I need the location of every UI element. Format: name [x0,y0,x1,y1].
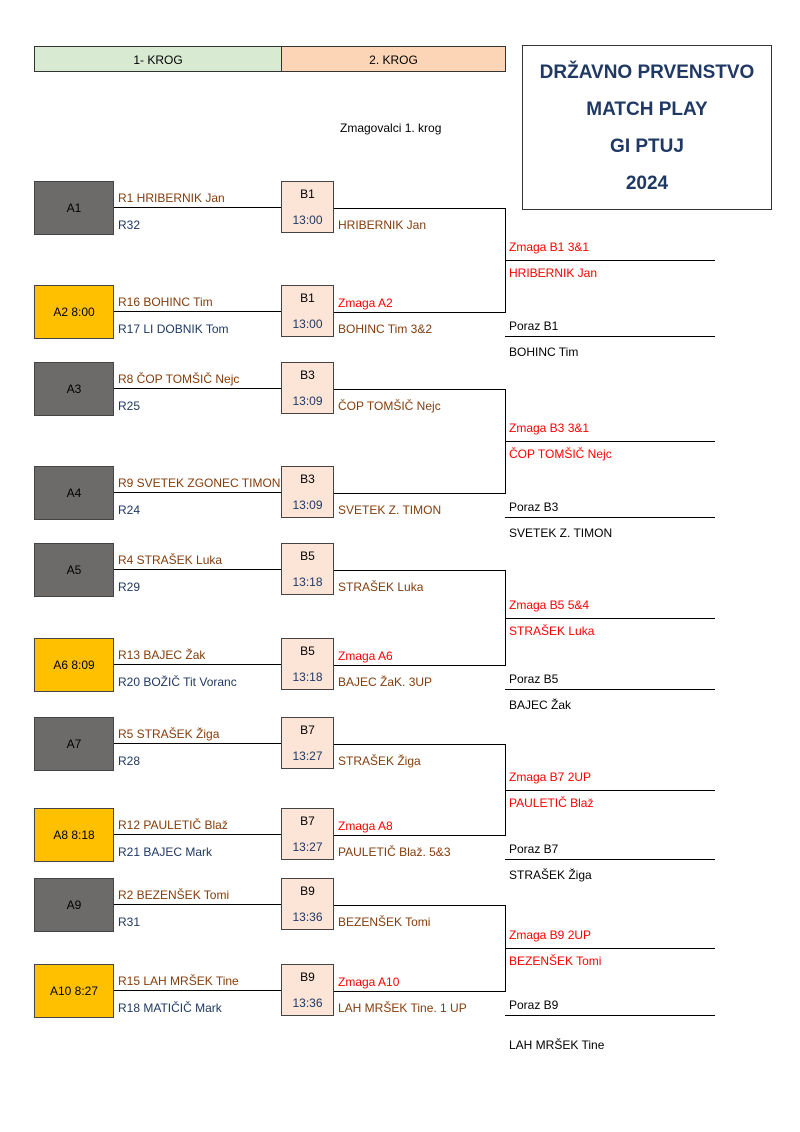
pair-line-top [334,744,506,745]
result-zmaga-label: Zmaga B9 2UP [509,928,592,942]
match-top-player: R15 LAH MRŠEK Tine [118,974,239,988]
match-top-player: R4 STRAŠEK Luka [118,553,223,567]
match-b-box [281,964,334,1016]
result-poraz-line [505,336,715,337]
result-winner-line [505,260,715,261]
result-winner-name: BEZENŠEK Tomi [509,954,602,968]
b-box-time: 13:09 [292,394,323,408]
match-connector-line [114,207,282,208]
b-box-time: 13:36 [292,996,323,1010]
match-bottom-player: R28 [118,754,141,768]
match-connector-line [114,904,282,905]
b-box-time: 13:09 [292,498,323,512]
match-zmaga-label: Zmaga A2 [338,296,393,310]
match-b-box [281,808,334,860]
result-zmaga-label: Zmaga B5 5&4 [509,598,590,612]
b-box-time: 13:18 [292,575,323,589]
match-connector-line [114,569,282,570]
round2-header: 2. KROG [281,46,506,72]
pair-line-bottom [334,312,506,313]
match-winner: STRAŠEK Žiga [338,754,421,768]
b-box-label: B9 [300,970,315,984]
match-connector-line [114,990,282,991]
result-loser-name: SVETEK Z. TIMON [509,526,613,540]
match-top-player: R16 BOHINC Tim [118,295,213,309]
match-a-box: A9 [34,878,114,932]
result-poraz-line [505,1015,715,1016]
match-zmaga-label: Zmaga A8 [338,819,393,833]
pair-line-top [334,389,506,390]
b-box-time: 13:27 [292,840,323,854]
b-box-label: B3 [300,368,315,382]
b-box-label: B7 [300,723,315,737]
b-box-label: B1 [300,187,315,201]
result-winner-line [505,790,715,791]
match-a-box: A3 [34,362,114,416]
result-poraz-label: Poraz B5 [509,672,559,686]
match-top-player: R5 STRAŠEK Žiga [118,727,220,741]
title-line-4: 2024 [625,173,669,194]
result-winner-name: PAULETIČ Blaž [509,796,594,810]
match-a-box: A1 [34,181,114,235]
match-winner: BOHINC Tim 3&2 [338,322,433,336]
match-connector-line [114,834,282,835]
match-b-box [281,543,334,595]
result-loser-name: STRAŠEK Žiga [509,868,592,882]
result-poraz-line [505,859,715,860]
pair-line-top [334,570,506,571]
match-b-box [281,466,334,518]
round1-header: 1- KROG [34,46,282,72]
match-b-box [281,717,334,769]
match-bottom-player: R21 BAJEC Mark [118,845,213,859]
match-winner: STRAŠEK Luka [338,580,424,594]
b-box-time: 13:00 [292,317,323,331]
match-bottom-player: R29 [118,580,141,594]
result-winner-name: STRAŠEK Luka [509,624,595,638]
match-bottom-player: R32 [118,218,141,232]
match-b-box [281,285,334,337]
match-top-player: R9 SVETEK ZGONEC TIMON [118,476,281,490]
result-zmaga-label: Zmaga B1 3&1 [509,240,590,254]
match-a-box: A5 [34,543,114,597]
match-connector-line [114,664,282,665]
match-a-box: A10 8:27 [34,964,114,1018]
match-bottom-player: R17 LI DOBNIK Tom [118,322,229,336]
b-box-time: 13:27 [292,749,323,763]
subtitle: Zmagovalci 1. krog [340,121,442,135]
result-loser-name: BOHINC Tim [509,345,579,359]
match-top-player: R12 PAULETIČ Blaž [118,818,228,832]
b-box-label: B5 [300,644,315,658]
match-zmaga-label: Zmaga A10 [338,975,400,989]
b-box-label: B9 [300,884,315,898]
result-poraz-label: Poraz B7 [509,842,559,856]
match-winner: ČOP TOMŠIČ Nejc [338,399,441,413]
match-bottom-player: R24 [118,503,141,517]
result-loser-name: BAJEC Žak [509,698,572,712]
match-winner: BEZENŠEK Tomi [338,915,431,929]
match-connector-line [114,311,282,312]
pair-line-bottom [334,665,506,666]
match-zmaga-label: Zmaga A6 [338,649,393,663]
result-winner-line [505,441,715,442]
result-winner-line [505,948,715,949]
match-winner: LAH MRŠEK Tine. 1 UP [338,1001,467,1015]
match-bottom-player: R31 [118,915,141,929]
result-poraz-line [505,517,715,518]
pair-line-bottom [334,493,506,494]
match-a-box: A2 8:00 [34,285,114,339]
result-winner-name: HRIBERNIK Jan [509,266,598,280]
b-box-time: 13:36 [292,910,323,924]
b-box-label: B3 [300,472,315,486]
match-top-player: R2 BEZENŠEK Tomi [118,888,230,902]
result-poraz-label: Poraz B1 [509,319,559,333]
pair-line-bottom [334,991,506,992]
match-winner: PAULETIČ Blaž. 5&3 [338,845,451,859]
match-bottom-player: R20 BOŽIČ Tit Voranc [118,675,237,689]
match-top-player: R8 ČOP TOMŠIČ Nejc [118,372,240,386]
title-line-1: DRŽAVNO PRVENSTVO [539,62,755,83]
match-a-box: A4 [34,466,114,520]
match-b-box [281,638,334,690]
match-bottom-player: R18 MATIČIČ Mark [118,1001,222,1015]
result-zmaga-label: Zmaga B3 3&1 [509,421,590,435]
b-box-label: B7 [300,814,315,828]
match-connector-line [114,743,282,744]
match-winner: SVETEK Z. TIMON [338,503,442,517]
match-a-box: A8 8:18 [34,808,114,862]
result-poraz-label: Poraz B9 [509,998,559,1012]
title-line-2: MATCH PLAY [586,99,708,120]
match-bottom-player: R25 [118,399,141,413]
match-b-box [281,362,334,414]
match-a-box: A6 8:09 [34,638,114,692]
b-box-time: 13:00 [292,213,323,227]
title-line-3: GI PTUJ [610,136,684,157]
title-box [522,45,772,210]
match-b-box [281,878,334,930]
match-connector-line [114,492,282,493]
result-loser-name: LAH MRŠEK Tine [509,1038,605,1052]
result-winner-line [505,618,715,619]
match-connector-line [114,388,282,389]
pair-line-bottom [334,835,506,836]
match-winner: BAJEC ŽaK. 3UP [338,675,433,689]
pair-line-top [334,208,506,209]
result-winner-name: ČOP TOMŠIČ Nejc [509,447,612,461]
b-box-label: B1 [300,291,315,305]
result-poraz-line [505,689,715,690]
match-top-player: R13 BAJEC Žak [118,648,206,662]
result-zmaga-label: Zmaga B7 2UP [509,770,592,784]
b-box-label: B5 [300,549,315,563]
pair-line-top [334,905,506,906]
match-winner: HRIBERNIK Jan [338,218,427,232]
match-top-player: R1 HRIBERNIK Jan [118,191,225,205]
b-box-time: 13:18 [292,670,323,684]
match-a-box: A7 [34,717,114,771]
match-b-box [281,181,334,233]
result-poraz-label: Poraz B3 [509,500,559,514]
